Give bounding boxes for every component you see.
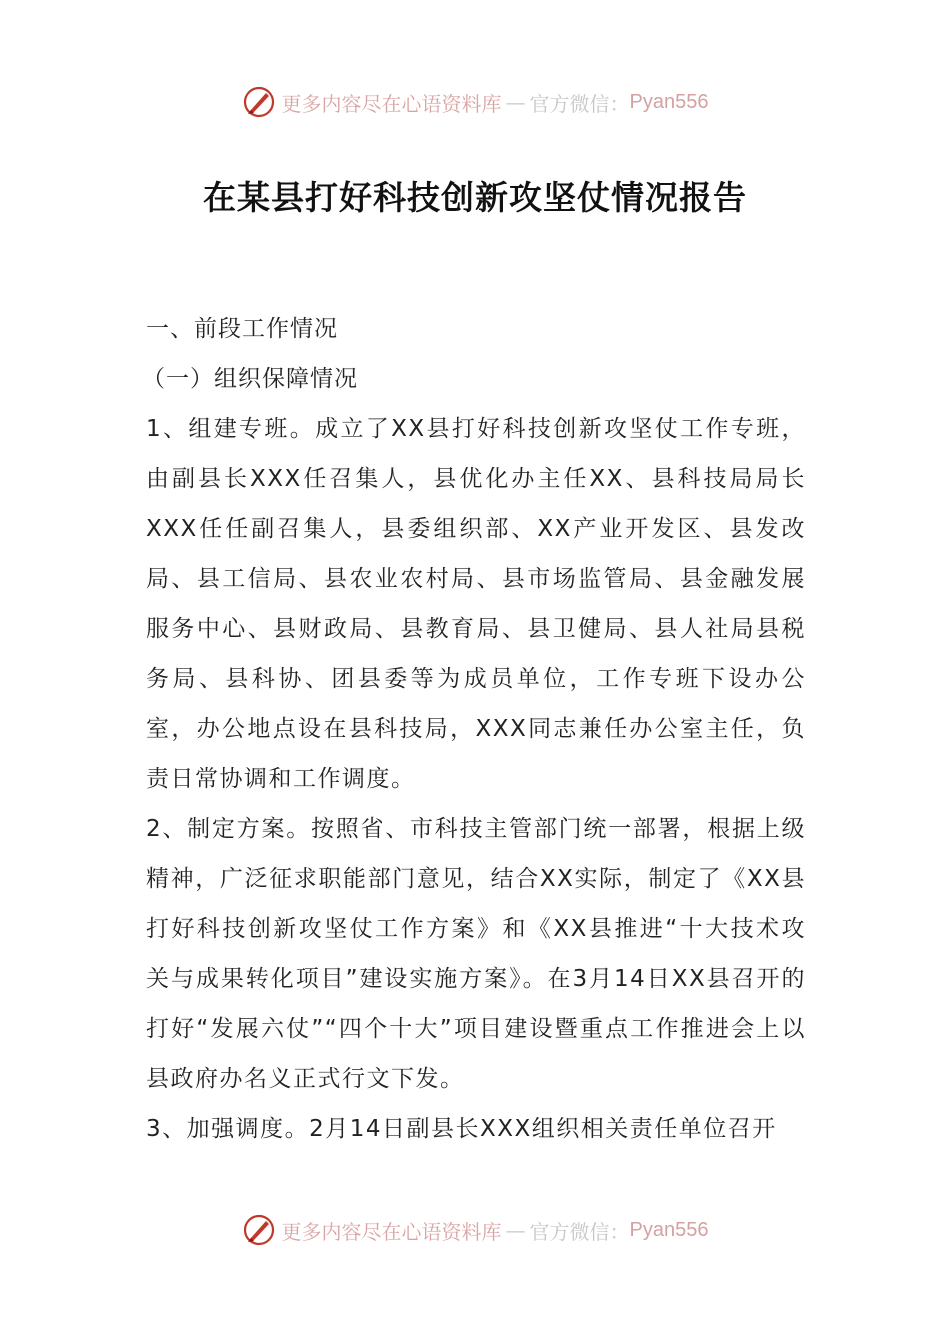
document-title: 在某县打好科技创新攻坚仗情况报告 [203,178,747,217]
watermark-label: 官方微信： [529,91,630,116]
paragraph: 2、制定方案。按照省、市科技主管部门统一部署，根据上级精神，广泛征求职能部门意见，结合XX实际，制定了《XX县打好科技创新攻坚仗工作方案》和《XX县推进“十大技术攻关与成果转化项目”建设实施方案》。在3月14日XX县召开的打好“发展六仗”“四个十大”项目建设暨重点工作推进会上以县政府办名义正式行文下发。 [146,816,806,1092]
watermark-separator: — [505,90,526,114]
watermark-header [0,82,950,122]
watermark-wechat-id: Pyan556 [629,1218,709,1241]
pen-logo-icon [242,1213,276,1247]
pen-logo-icon [242,85,276,119]
paragraph: 1、组建专班。成立了XX县打好科技创新攻坚仗工作专班，由副县长XXX任召集人，县优化办主任XX、县科技局局长XXX任任副召集人，县委组织部、XX产业开发区、县发改局、县工信局、县农业农村局、县市场监管局、县金融发展服务中心、县财政局、县教育局、县卫健局、县人社局县税务局、县科协、团县委等为成员单位，工作专班下设办公室，办公地点设在县科技局，XXX同志兼任办公室主任，负责日常协调和工作调度。 [146,416,806,792]
watermark-brand: 更多内容尽在心语资料库 [281,91,502,116]
subsection-heading: （一）组织保障情况 [142,366,358,392]
watermark-wechat-id: Pyan556 [629,90,709,113]
watermark-separator: — [505,1218,526,1242]
document-body [142,304,806,1154]
paragraph: 3、加强调度。2月14日副县长XXX组织相关责任单位召开 [146,1116,777,1142]
watermark-brand: 更多内容尽在心语资料库 [281,1219,502,1244]
section-heading: 一、前段工作情况 [146,316,338,342]
watermark-footer [0,1210,950,1250]
watermark-label: 官方微信： [529,1219,630,1244]
